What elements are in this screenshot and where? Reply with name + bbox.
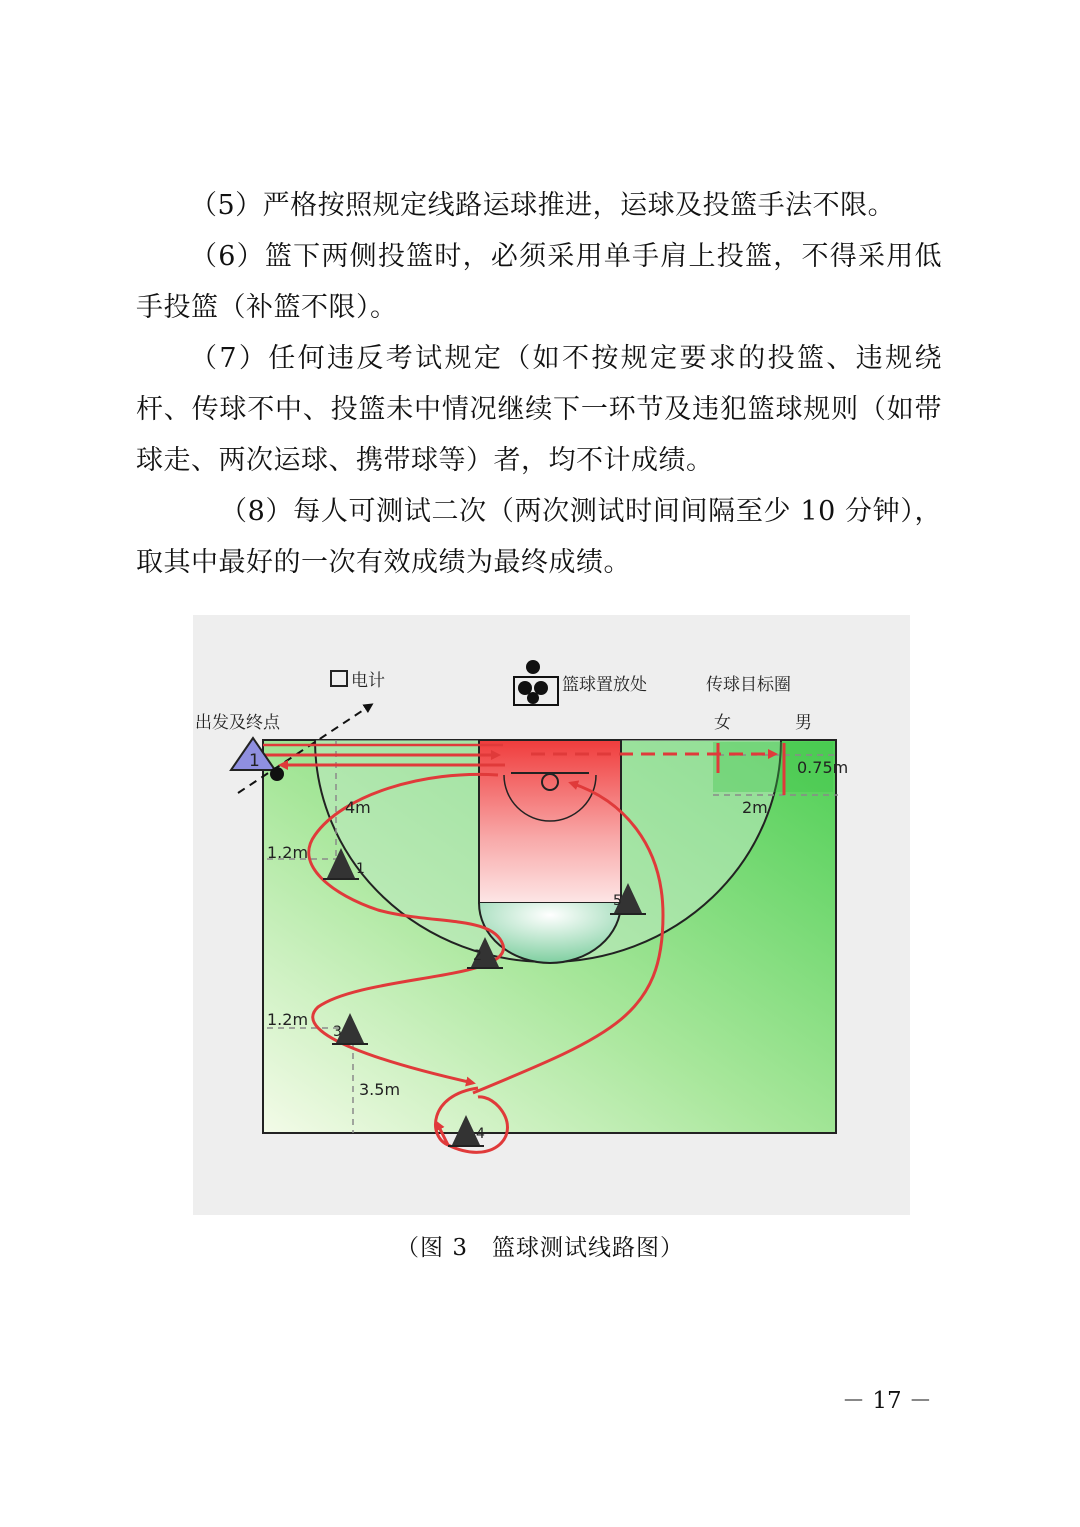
dim-4m: 4m xyxy=(345,798,371,817)
cone-4-number: 4 xyxy=(476,1126,485,1142)
dim-1-2m-bottom: 1.2m xyxy=(267,1010,309,1029)
timer-label: 电计 xyxy=(351,671,385,691)
start-dot xyxy=(270,767,284,781)
ball-rack-icon xyxy=(514,660,558,705)
figure-caption: （图 3 篮球测试线路图） xyxy=(396,1235,684,1261)
cone-5-number: 5 xyxy=(613,893,622,909)
cone-2-number: 2 xyxy=(473,948,482,964)
male-label: 男 xyxy=(795,713,812,733)
dim-3-5m: 3.5m xyxy=(359,1080,401,1099)
paragraph-7: （7）任何违反考试规定（如不按规定要求的投篮、违规绕杆、传球不中、投篮未中情况继续下一环节及违犯篮球规则（如带球走、两次运球、携带球等）者，均不计成绩。 xyxy=(136,343,942,476)
cone-1-number: 1 xyxy=(356,861,365,877)
paragraph-6: （6）篮下两侧投篮时，必须采用单手肩上投篮，不得采用低手投篮（补篮不限）。 xyxy=(136,241,942,323)
start-marker-number: 1 xyxy=(249,751,260,771)
paragraph-8: （8）每人可测试二次（两次测试时间间隔至少 10 分钟），取其中最好的一次有效成绩为最终成绩。 xyxy=(136,496,942,578)
timer-icon xyxy=(331,671,347,686)
diagram-svg xyxy=(193,615,910,1215)
cone-3-number: 3 xyxy=(333,1024,342,1040)
pass-target-label: 传球目标圈 xyxy=(706,675,791,695)
paragraph-5: （5）严格按照规定线路运球推进，运球及投篮手法不限。 xyxy=(190,190,896,221)
female-label: 女 xyxy=(714,713,731,733)
dim-2m: 2m xyxy=(742,798,768,817)
basketball-route-diagram xyxy=(193,615,910,1215)
page-number: － 17 － xyxy=(842,1388,932,1414)
start-end-label: 出发及终点 xyxy=(195,713,280,733)
dim-1-2m-top: 1.2m xyxy=(267,843,309,862)
ball-placement-label: 篮球置放处 xyxy=(562,675,647,695)
dim-0-75m: 0.75m xyxy=(797,758,849,777)
